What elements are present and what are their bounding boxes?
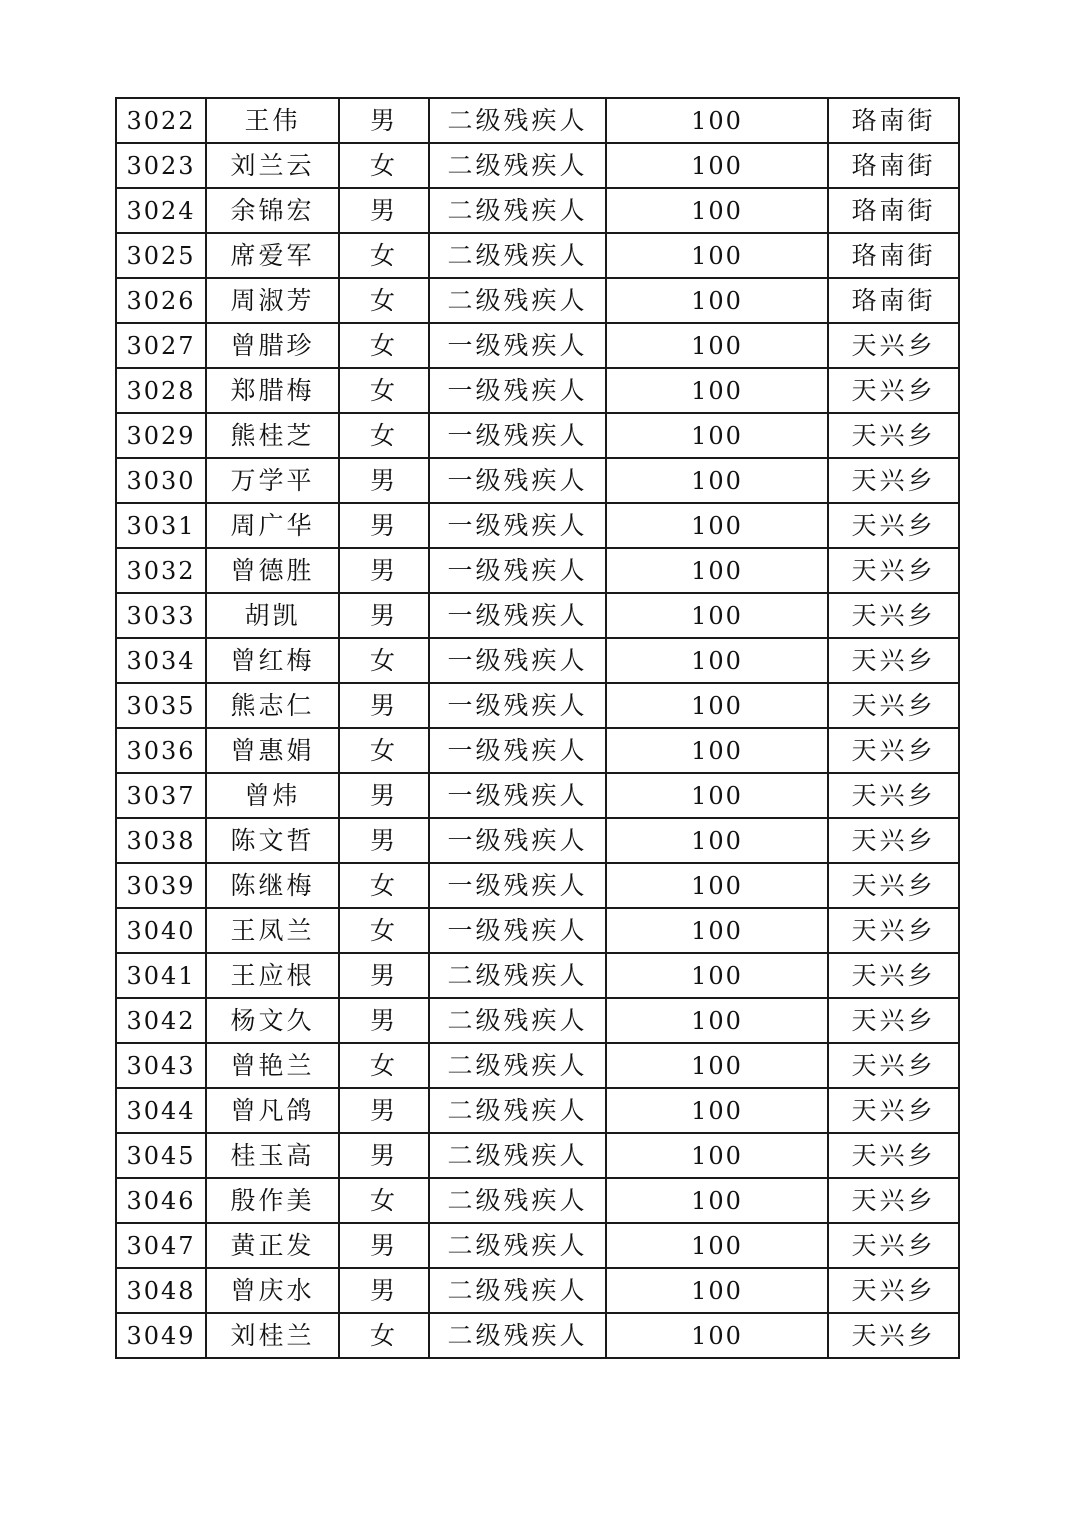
name-cell: 殷作美 (206, 1178, 339, 1223)
gender-cell: 男 (339, 503, 429, 548)
table-row (116, 1268, 959, 1313)
amount-cell: 100 (606, 728, 828, 773)
table-row (116, 1223, 959, 1268)
record-id-cell: 3032 (116, 548, 206, 593)
amount-cell: 100 (606, 548, 828, 593)
gender-cell: 男 (339, 548, 429, 593)
district-cell: 天兴乡 (828, 1043, 959, 1088)
amount-cell: 100 (606, 98, 828, 143)
disability-level-cell: 二级残疾人 (429, 1313, 606, 1358)
amount-cell: 100 (606, 953, 828, 998)
name-cell: 余锦宏 (206, 188, 339, 233)
district-cell: 天兴乡 (828, 1133, 959, 1178)
gender-cell: 男 (339, 1223, 429, 1268)
name-cell: 刘桂兰 (206, 1313, 339, 1358)
table-row (116, 953, 959, 998)
gender-cell: 女 (339, 368, 429, 413)
record-id-cell: 3049 (116, 1313, 206, 1358)
district-cell: 天兴乡 (828, 683, 959, 728)
name-cell: 陈文哲 (206, 818, 339, 863)
gender-cell: 女 (339, 1178, 429, 1223)
name-cell: 王凤兰 (206, 908, 339, 953)
record-id-cell: 3033 (116, 593, 206, 638)
gender-cell: 男 (339, 773, 429, 818)
disability-level-cell: 二级残疾人 (429, 953, 606, 998)
amount-cell: 100 (606, 368, 828, 413)
table-row (116, 368, 959, 413)
name-cell: 陈继梅 (206, 863, 339, 908)
name-cell: 曾艳兰 (206, 1043, 339, 1088)
record-id-cell: 3044 (116, 1088, 206, 1133)
table-row (116, 728, 959, 773)
district-cell: 天兴乡 (828, 908, 959, 953)
record-id-cell: 3027 (116, 323, 206, 368)
amount-cell: 100 (606, 503, 828, 548)
amount-cell: 100 (606, 683, 828, 728)
name-cell: 黄正发 (206, 1223, 339, 1268)
district-cell: 天兴乡 (828, 998, 959, 1043)
record-id-cell: 3029 (116, 413, 206, 458)
gender-cell: 女 (339, 1043, 429, 1088)
name-cell: 刘兰云 (206, 143, 339, 188)
gender-cell: 男 (339, 998, 429, 1043)
gender-cell: 女 (339, 278, 429, 323)
record-id-cell: 3048 (116, 1268, 206, 1313)
gender-cell: 男 (339, 593, 429, 638)
gender-cell: 男 (339, 818, 429, 863)
district-cell: 天兴乡 (828, 728, 959, 773)
gender-cell: 女 (339, 143, 429, 188)
name-cell: 王应根 (206, 953, 339, 998)
disability-level-cell: 二级残疾人 (429, 1133, 606, 1178)
district-cell: 天兴乡 (828, 503, 959, 548)
table-row (116, 638, 959, 683)
records-body (116, 98, 959, 1358)
disability-level-cell: 二级残疾人 (429, 998, 606, 1043)
gender-cell: 女 (339, 728, 429, 773)
table-row (116, 863, 959, 908)
disability-level-cell: 二级残疾人 (429, 1088, 606, 1133)
amount-cell: 100 (606, 413, 828, 458)
district-cell: 珞南街 (828, 143, 959, 188)
name-cell: 曾德胜 (206, 548, 339, 593)
table-row (116, 98, 959, 143)
district-cell: 天兴乡 (828, 458, 959, 503)
disability-level-cell: 二级残疾人 (429, 1178, 606, 1223)
disability-level-cell: 二级残疾人 (429, 1223, 606, 1268)
table-row (116, 143, 959, 188)
name-cell: 周淑芳 (206, 278, 339, 323)
name-cell: 万学平 (206, 458, 339, 503)
district-cell: 天兴乡 (828, 368, 959, 413)
record-id-cell: 3031 (116, 503, 206, 548)
record-id-cell: 3045 (116, 1133, 206, 1178)
amount-cell: 100 (606, 1133, 828, 1178)
name-cell: 郑腊梅 (206, 368, 339, 413)
record-id-cell: 3034 (116, 638, 206, 683)
record-id-cell: 3030 (116, 458, 206, 503)
gender-cell: 男 (339, 98, 429, 143)
gender-cell: 男 (339, 1088, 429, 1133)
table-row (116, 458, 959, 503)
record-id-cell: 3022 (116, 98, 206, 143)
gender-cell: 男 (339, 188, 429, 233)
table-row (116, 773, 959, 818)
district-cell: 天兴乡 (828, 1268, 959, 1313)
record-id-cell: 3023 (116, 143, 206, 188)
amount-cell: 100 (606, 1088, 828, 1133)
amount-cell: 100 (606, 143, 828, 188)
district-cell: 天兴乡 (828, 863, 959, 908)
record-id-cell: 3028 (116, 368, 206, 413)
amount-cell: 100 (606, 188, 828, 233)
gender-cell: 女 (339, 413, 429, 458)
record-id-cell: 3025 (116, 233, 206, 278)
district-cell: 天兴乡 (828, 953, 959, 998)
disability-level-cell: 一级残疾人 (429, 458, 606, 503)
district-cell: 珞南街 (828, 233, 959, 278)
name-cell: 曾惠娟 (206, 728, 339, 773)
name-cell: 曾庆水 (206, 1268, 339, 1313)
gender-cell: 女 (339, 1313, 429, 1358)
record-id-cell: 3037 (116, 773, 206, 818)
district-cell: 天兴乡 (828, 413, 959, 458)
record-id-cell: 3039 (116, 863, 206, 908)
table-row (116, 1133, 959, 1178)
record-id-cell: 3035 (116, 683, 206, 728)
name-cell: 熊桂芝 (206, 413, 339, 458)
name-cell: 周广华 (206, 503, 339, 548)
table-row (116, 683, 959, 728)
amount-cell: 100 (606, 1268, 828, 1313)
disability-level-cell: 二级残疾人 (429, 1043, 606, 1088)
district-cell: 珞南街 (828, 188, 959, 233)
amount-cell: 100 (606, 908, 828, 953)
gender-cell: 男 (339, 953, 429, 998)
table-row (116, 278, 959, 323)
table-row (116, 548, 959, 593)
record-id-cell: 3046 (116, 1178, 206, 1223)
name-cell: 王伟 (206, 98, 339, 143)
amount-cell: 100 (606, 278, 828, 323)
record-id-cell: 3024 (116, 188, 206, 233)
table-row (116, 1043, 959, 1088)
disability-level-cell: 一级残疾人 (429, 773, 606, 818)
gender-cell: 女 (339, 233, 429, 278)
disability-level-cell: 一级残疾人 (429, 593, 606, 638)
amount-cell: 100 (606, 1223, 828, 1268)
record-id-cell: 3047 (116, 1223, 206, 1268)
district-cell: 天兴乡 (828, 1313, 959, 1358)
disability-level-cell: 二级残疾人 (429, 188, 606, 233)
disability-level-cell: 二级残疾人 (429, 278, 606, 323)
amount-cell: 100 (606, 323, 828, 368)
district-cell: 天兴乡 (828, 593, 959, 638)
amount-cell: 100 (606, 233, 828, 278)
disability-level-cell: 二级残疾人 (429, 1268, 606, 1313)
disability-level-cell: 二级残疾人 (429, 98, 606, 143)
amount-cell: 100 (606, 593, 828, 638)
district-cell: 珞南街 (828, 98, 959, 143)
amount-cell: 100 (606, 998, 828, 1043)
gender-cell: 男 (339, 1268, 429, 1313)
table-row (116, 908, 959, 953)
table-row (116, 233, 959, 278)
district-cell: 天兴乡 (828, 1088, 959, 1133)
district-cell: 天兴乡 (828, 1178, 959, 1223)
name-cell: 曾红梅 (206, 638, 339, 683)
amount-cell: 100 (606, 818, 828, 863)
amount-cell: 100 (606, 863, 828, 908)
amount-cell: 100 (606, 1313, 828, 1358)
disability-level-cell: 一级残疾人 (429, 728, 606, 773)
name-cell: 熊志仁 (206, 683, 339, 728)
gender-cell: 男 (339, 1133, 429, 1178)
district-cell: 天兴乡 (828, 1223, 959, 1268)
disability-level-cell: 一级残疾人 (429, 863, 606, 908)
table-row (116, 1178, 959, 1223)
table-row (116, 1088, 959, 1133)
district-cell: 天兴乡 (828, 818, 959, 863)
gender-cell: 女 (339, 638, 429, 683)
disability-level-cell: 一级残疾人 (429, 503, 606, 548)
amount-cell: 100 (606, 638, 828, 683)
district-cell: 天兴乡 (828, 638, 959, 683)
disability-level-cell: 一级残疾人 (429, 548, 606, 593)
table-row (116, 998, 959, 1043)
table-row (116, 188, 959, 233)
name-cell: 曾炜 (206, 773, 339, 818)
disability-level-cell: 二级残疾人 (429, 143, 606, 188)
disability-level-cell: 一级残疾人 (429, 683, 606, 728)
gender-cell: 男 (339, 458, 429, 503)
district-cell: 天兴乡 (828, 773, 959, 818)
district-cell: 天兴乡 (828, 548, 959, 593)
name-cell: 杨文久 (206, 998, 339, 1043)
record-id-cell: 3042 (116, 998, 206, 1043)
record-id-cell: 3041 (116, 953, 206, 998)
district-cell: 珞南街 (828, 278, 959, 323)
amount-cell: 100 (606, 773, 828, 818)
amount-cell: 100 (606, 1178, 828, 1223)
name-cell: 胡凯 (206, 593, 339, 638)
table-row (116, 818, 959, 863)
district-cell: 天兴乡 (828, 323, 959, 368)
name-cell: 曾凡鸽 (206, 1088, 339, 1133)
record-id-cell: 3040 (116, 908, 206, 953)
disability-level-cell: 一级残疾人 (429, 413, 606, 458)
gender-cell: 女 (339, 863, 429, 908)
amount-cell: 100 (606, 458, 828, 503)
disability-level-cell: 一级残疾人 (429, 908, 606, 953)
record-id-cell: 3036 (116, 728, 206, 773)
gender-cell: 女 (339, 908, 429, 953)
table-row (116, 323, 959, 368)
record-id-cell: 3038 (116, 818, 206, 863)
record-id-cell: 3043 (116, 1043, 206, 1088)
table-row (116, 593, 959, 638)
name-cell: 曾腊珍 (206, 323, 339, 368)
table-row (116, 413, 959, 458)
records-table (115, 97, 960, 1359)
disability-level-cell: 一级残疾人 (429, 638, 606, 683)
table-row (116, 1313, 959, 1358)
name-cell: 桂玉高 (206, 1133, 339, 1178)
disability-level-cell: 一级残疾人 (429, 323, 606, 368)
disability-level-cell: 一级残疾人 (429, 818, 606, 863)
disability-level-cell: 一级残疾人 (429, 368, 606, 413)
gender-cell: 男 (339, 683, 429, 728)
record-id-cell: 3026 (116, 278, 206, 323)
table-row (116, 503, 959, 548)
amount-cell: 100 (606, 1043, 828, 1088)
disability-level-cell: 二级残疾人 (429, 233, 606, 278)
name-cell: 席爱军 (206, 233, 339, 278)
gender-cell: 女 (339, 323, 429, 368)
